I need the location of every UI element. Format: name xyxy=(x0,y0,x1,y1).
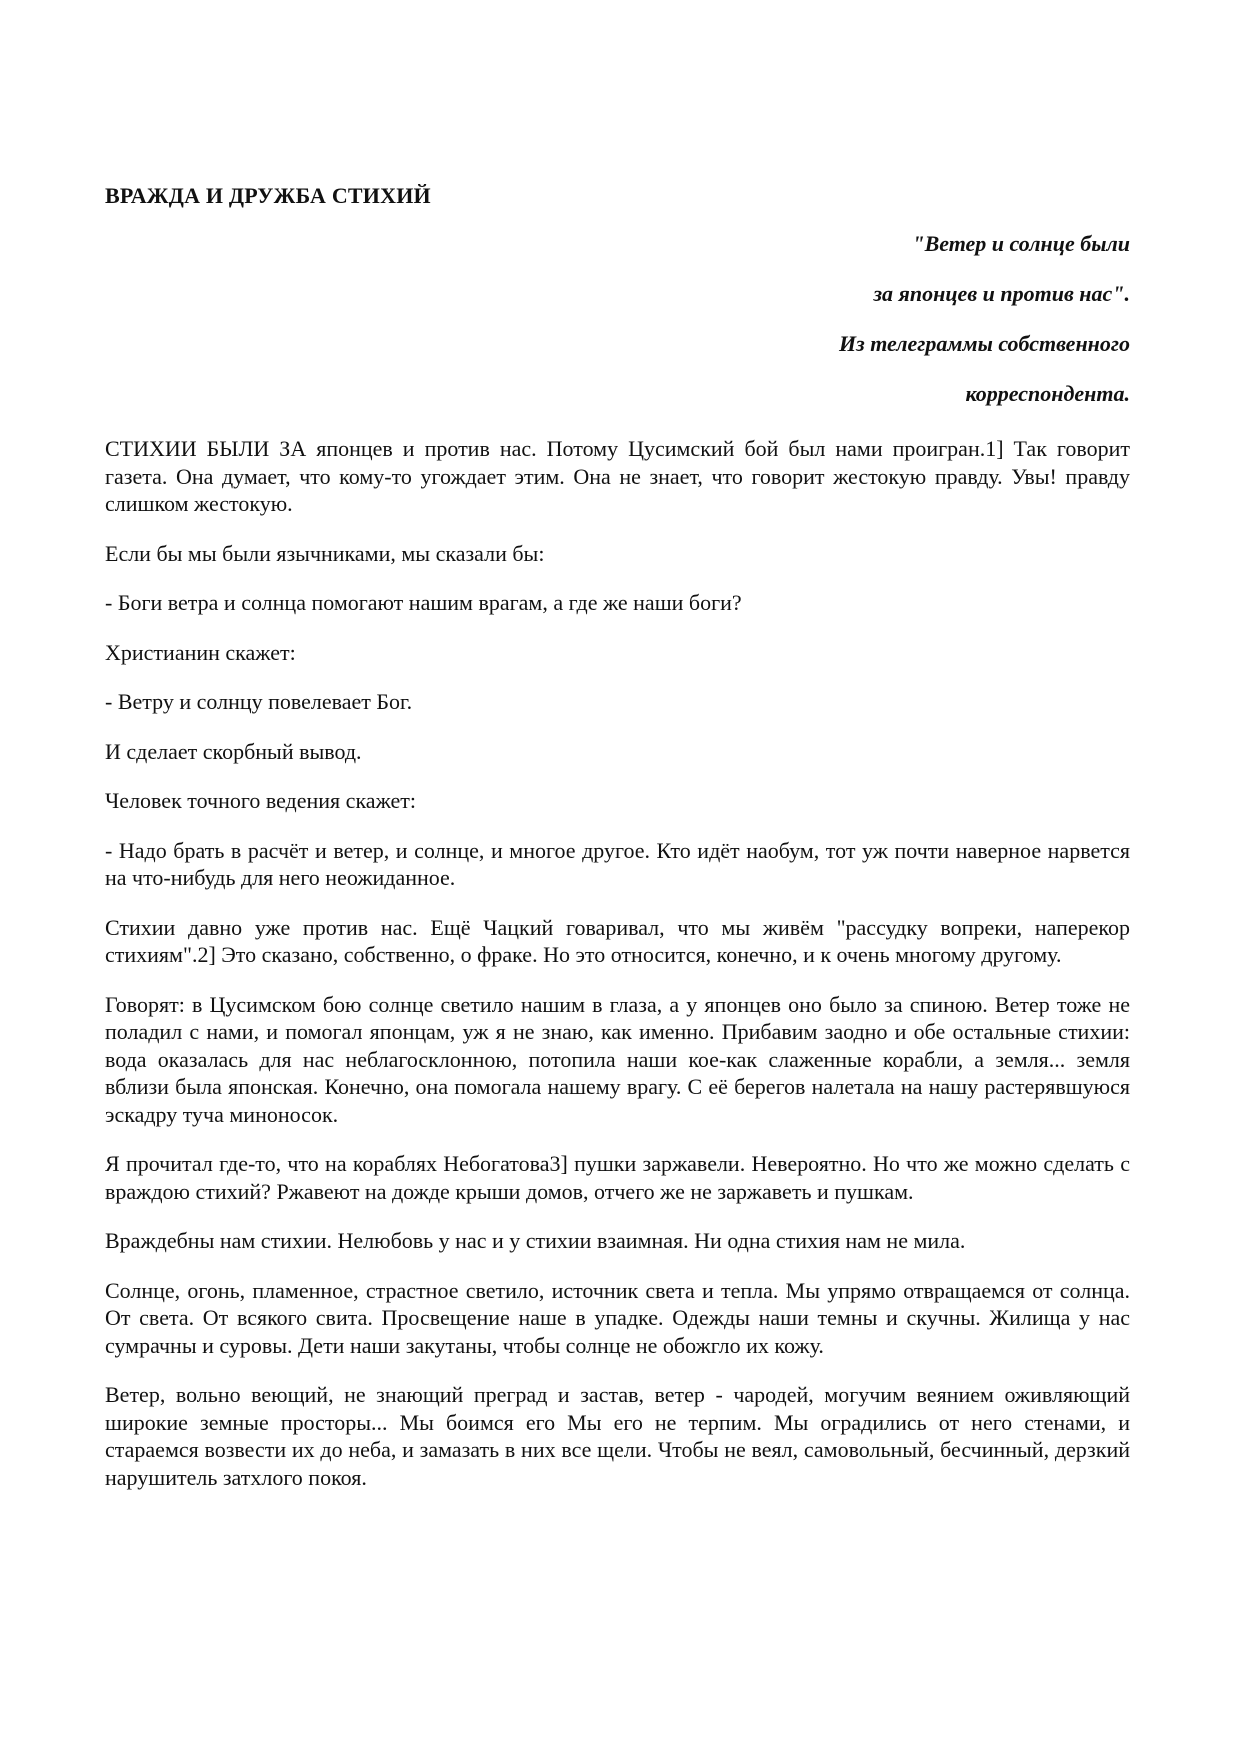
paragraph: СТИХИИ БЫЛИ ЗА японцев и против нас. Потому Цусимский бой был нами проигран.1] Так говорит газета. Она думает, что кому-то угождает этим. Она не знает, что говорит жестокую правду. Увы! правду слишком жестокую. xyxy=(105,436,1130,516)
epigraph-attribution: корреспондента. xyxy=(965,381,1130,406)
paragraph: И сделает скорбный вывод. xyxy=(105,738,362,764)
paragraph: Солнце, огонь, пламенное, страстное светило, источник света и тепла. Мы упрямо отвращаемся от солнца. От света. От всякого свита. Просвещение наше в упадке. Одежды наши темны и скучны. Жилища у нас сумрачны и суровы. Дети наши закутаны, чтобы солнце не обожгло их кожу. xyxy=(105,1277,1130,1358)
document-body xyxy=(105,435,1130,1513)
paragraph: - Надо брать в расчёт и ветер, и солнце, и многое другое. Кто идёт наобум, тот уж почти наверное нарвется на что-нибудь для него неожиданное. xyxy=(105,837,1130,890)
epigraph-line: "Ветер и солнце были xyxy=(912,231,1130,256)
paragraph: Христианин скажет: xyxy=(105,639,296,665)
paragraph: Враждебны нам стихии. Нелюбовь у нас и у стихии взаимная. Ни одна стихия нам не мила. xyxy=(105,1228,966,1253)
paragraph: Говорят: в Цусимском бою солнце светило нашим в глаза, а у японцев оно было за спиною. Ветер тоже не поладил с нами, и помогал японцам, уж я не знаю, как именно. Прибавим заодно и обе остальные стихии: вода оказалась для нас неблагосклонною, потопила наши кое-как слаженные корабли, а земля... земля вблизи была японская. Конечно, она помогала нашему врагу. С её берегов налетала на нашу растерявшуюся эскадру туча миноносок. xyxy=(105,991,1130,1127)
document-title: ВРАЖДА И ДРУЖБА СТИХИЙ xyxy=(105,183,431,208)
paragraph: Стихии давно уже против нас. Ещё Чацкий говаривал, что мы живём "рассудку вопреки, наперекор стихиям".2] Это сказано, собственно, о фраке. Но это относится, конечно, и к очень многому другому. xyxy=(105,914,1130,967)
epigraph-line: Из телеграммы собственного xyxy=(839,331,1130,356)
paragraph: Я прочитал где-то, что на кораблях Небогатова3] пушки заржавели. Невероятно. Но что же можно сделать с враждою стихий? Ржавеют на дожде крыши домов, отчего же не заржаветь и пушкам. xyxy=(105,1151,1130,1204)
paragraph: Если бы мы были язычниками, мы сказали бы: xyxy=(105,540,545,566)
paragraph: Человек точного ведения скажет: xyxy=(105,788,416,813)
paragraph: - Ветру и солнцу повелевает Бог. xyxy=(105,689,413,714)
paragraph: - Боги ветра и солнца помогают нашим врагам, а где же наши боги? xyxy=(105,590,742,615)
epigraph-line: за японцев и против нас". xyxy=(873,281,1130,306)
paragraph: Ветер, вольно веющий, не знающий преград и застав, ветер - чародей, могучим веянием оживляющий широкие земные просторы... Мы боимся его Мы его не терпим. Мы оградились от него стенами, и стараемся возвести их до неба, и замазать в них все щели. Чтобы не веял, самовольный, бесчинный, дерзкий нарушитель затхлого покоя. xyxy=(105,1382,1130,1490)
epigraph xyxy=(839,230,1130,430)
